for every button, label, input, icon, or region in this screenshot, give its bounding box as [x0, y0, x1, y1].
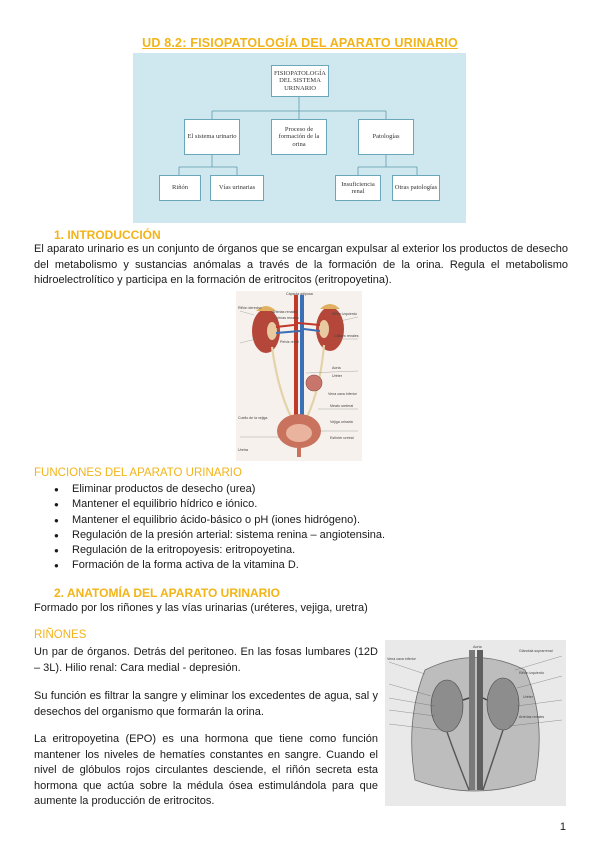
kidneys-paragraph-2: Su función es filtrar la sangre y eliminar los excedentes de agua, sal y desechos del organismo que formarán la orina.	[34, 690, 378, 718]
kidney-left-shape	[487, 678, 519, 730]
kidneys-paragraph-1: Un par de órganos. Detrás del peritoneo. En las fosas lumbares (12D – 3L). Hilio renal: Cara medial - depresión.	[34, 646, 378, 674]
urinary-system-illustration	[236, 291, 362, 461]
section-heading-anatomia: 2. ANATOMÍA DEL APARATO URINARIO	[54, 586, 281, 600]
fig1-label-rinon-izquierdo: Riñón izquierdo	[332, 312, 357, 316]
functions-list-item: ● Mantener el equilibrio hídrico e iónico.	[34, 497, 554, 512]
fig1-label-pelvis: Pelvis renal	[280, 340, 299, 344]
functions-list-item: ● Eliminar productos de desecho (urea)	[34, 482, 554, 497]
kidney-right-shape	[431, 680, 463, 732]
fig2-label-ureter: Uréter	[523, 695, 533, 699]
kidneys-heading: RIÑONES	[34, 629, 87, 641]
kidney-anatomy-drawing	[385, 640, 566, 806]
fig1-label-vejiga: Vejiga urinaria	[330, 420, 353, 424]
page-title: UD 8.2: FISIOPATOLOGÍA DEL APARATO URINARIO	[142, 36, 458, 50]
fig2-label-vena-cava: Vena cava inferior	[387, 657, 416, 661]
fig1-label-uretra: Uretra	[238, 448, 248, 452]
page-number: 1	[559, 821, 566, 833]
map-leaf-renal-failure: Insuficiencia renal	[335, 175, 381, 201]
map-branch-pathologies: Patologías	[358, 119, 414, 155]
fig1-label-rinon-derecho: Riñón derecho	[238, 306, 262, 310]
functions-list-item: ● Formación de la forma activa de la vitamina D.	[34, 558, 554, 573]
map-branch-process: Proceso de formación de la orina	[271, 119, 327, 155]
fig1-label-arterias-renales: Arterias renales	[272, 310, 298, 314]
map-leaf-other-pathologies: Otras patologías	[392, 175, 440, 201]
fig2-label-aorta: Aorta	[473, 645, 482, 649]
functions-list	[34, 482, 554, 574]
map-root-box: FISIOPATOLOGÍA DEL SISTEMA URINARIO	[271, 65, 329, 97]
functions-heading: FUNCIONES DEL APARATO URINARIO	[34, 467, 242, 479]
fig1-label-vena-cava: Vena cava inferior	[328, 392, 357, 396]
fig1-label-cuello: Cuello de la vejiga	[238, 416, 268, 420]
fig1-label-ureter: Uréter	[332, 374, 342, 378]
fig1-label-capsula: Cápsula adiposa	[286, 292, 313, 296]
functions-list-item: ● Regulación de la eritropoyesis: eritropoyetina.	[34, 543, 554, 558]
concept-map	[133, 53, 466, 223]
fig2-label-glandula: Glándula suprarrenal	[519, 649, 553, 653]
functions-list-item: ● Mantener el equilibrio ácido-básico o pH (iones hidrógeno).	[34, 513, 554, 528]
kidneys-paragraph-3: La eritropoyetina (EPO) es una hormona que tiene como función mantener los niveles de hematíes constantes en sangre. Cuando el nivel de glóbulos rojos circulantes desciende, el riñón secreta esta hormona que actúa sobre la médula ósea estimulándola para que aumente la producción de eritrocitos.	[34, 733, 378, 807]
fig2-label-rinon-izquierdo: Riñón izquierdo	[519, 671, 544, 675]
kidney-anatomy-illustration	[385, 640, 566, 806]
section-heading-introduccion: 1. INTRODUCCIÓN	[54, 228, 161, 242]
vena-cava-vessel	[300, 295, 304, 415]
fig1-label-calices: Cálices renales	[334, 334, 359, 338]
map-leaf-urinary-tract: Vías urinarias	[210, 175, 264, 201]
fig1-label-venas-renales: Venas renales	[276, 316, 299, 320]
map-leaf-kidney: Riñón	[159, 175, 201, 201]
fig1-label-aorta: Aorta	[332, 366, 341, 370]
fig1-label-esfinter: Esfínter uretral	[330, 436, 354, 440]
urinary-system-drawing	[236, 291, 362, 461]
fig1-label-meato: Meato ureteral	[330, 404, 354, 408]
intro-paragraph: El aparato urinario es un conjunto de órganos que se encargan expulsar al exterior los productos de desecho del metabolismo y sustancias anómalas a través de la formación de la orina. Regula el metabolismo hidroelectrolítico y participa en la formación de eritrocitos (eritropoyetina).	[34, 243, 568, 286]
functions-list-item: ● Regulación de la presión arterial: sistema renina – angiotensina.	[34, 528, 554, 543]
anatomy-paragraph: Formado por los riñones y las vías urinarias (uréteres, vejiga, uretra)	[34, 602, 368, 614]
map-branch-system: El sistema urinario	[184, 119, 240, 155]
fig2-label-arterias: Arterias renales	[519, 715, 545, 719]
